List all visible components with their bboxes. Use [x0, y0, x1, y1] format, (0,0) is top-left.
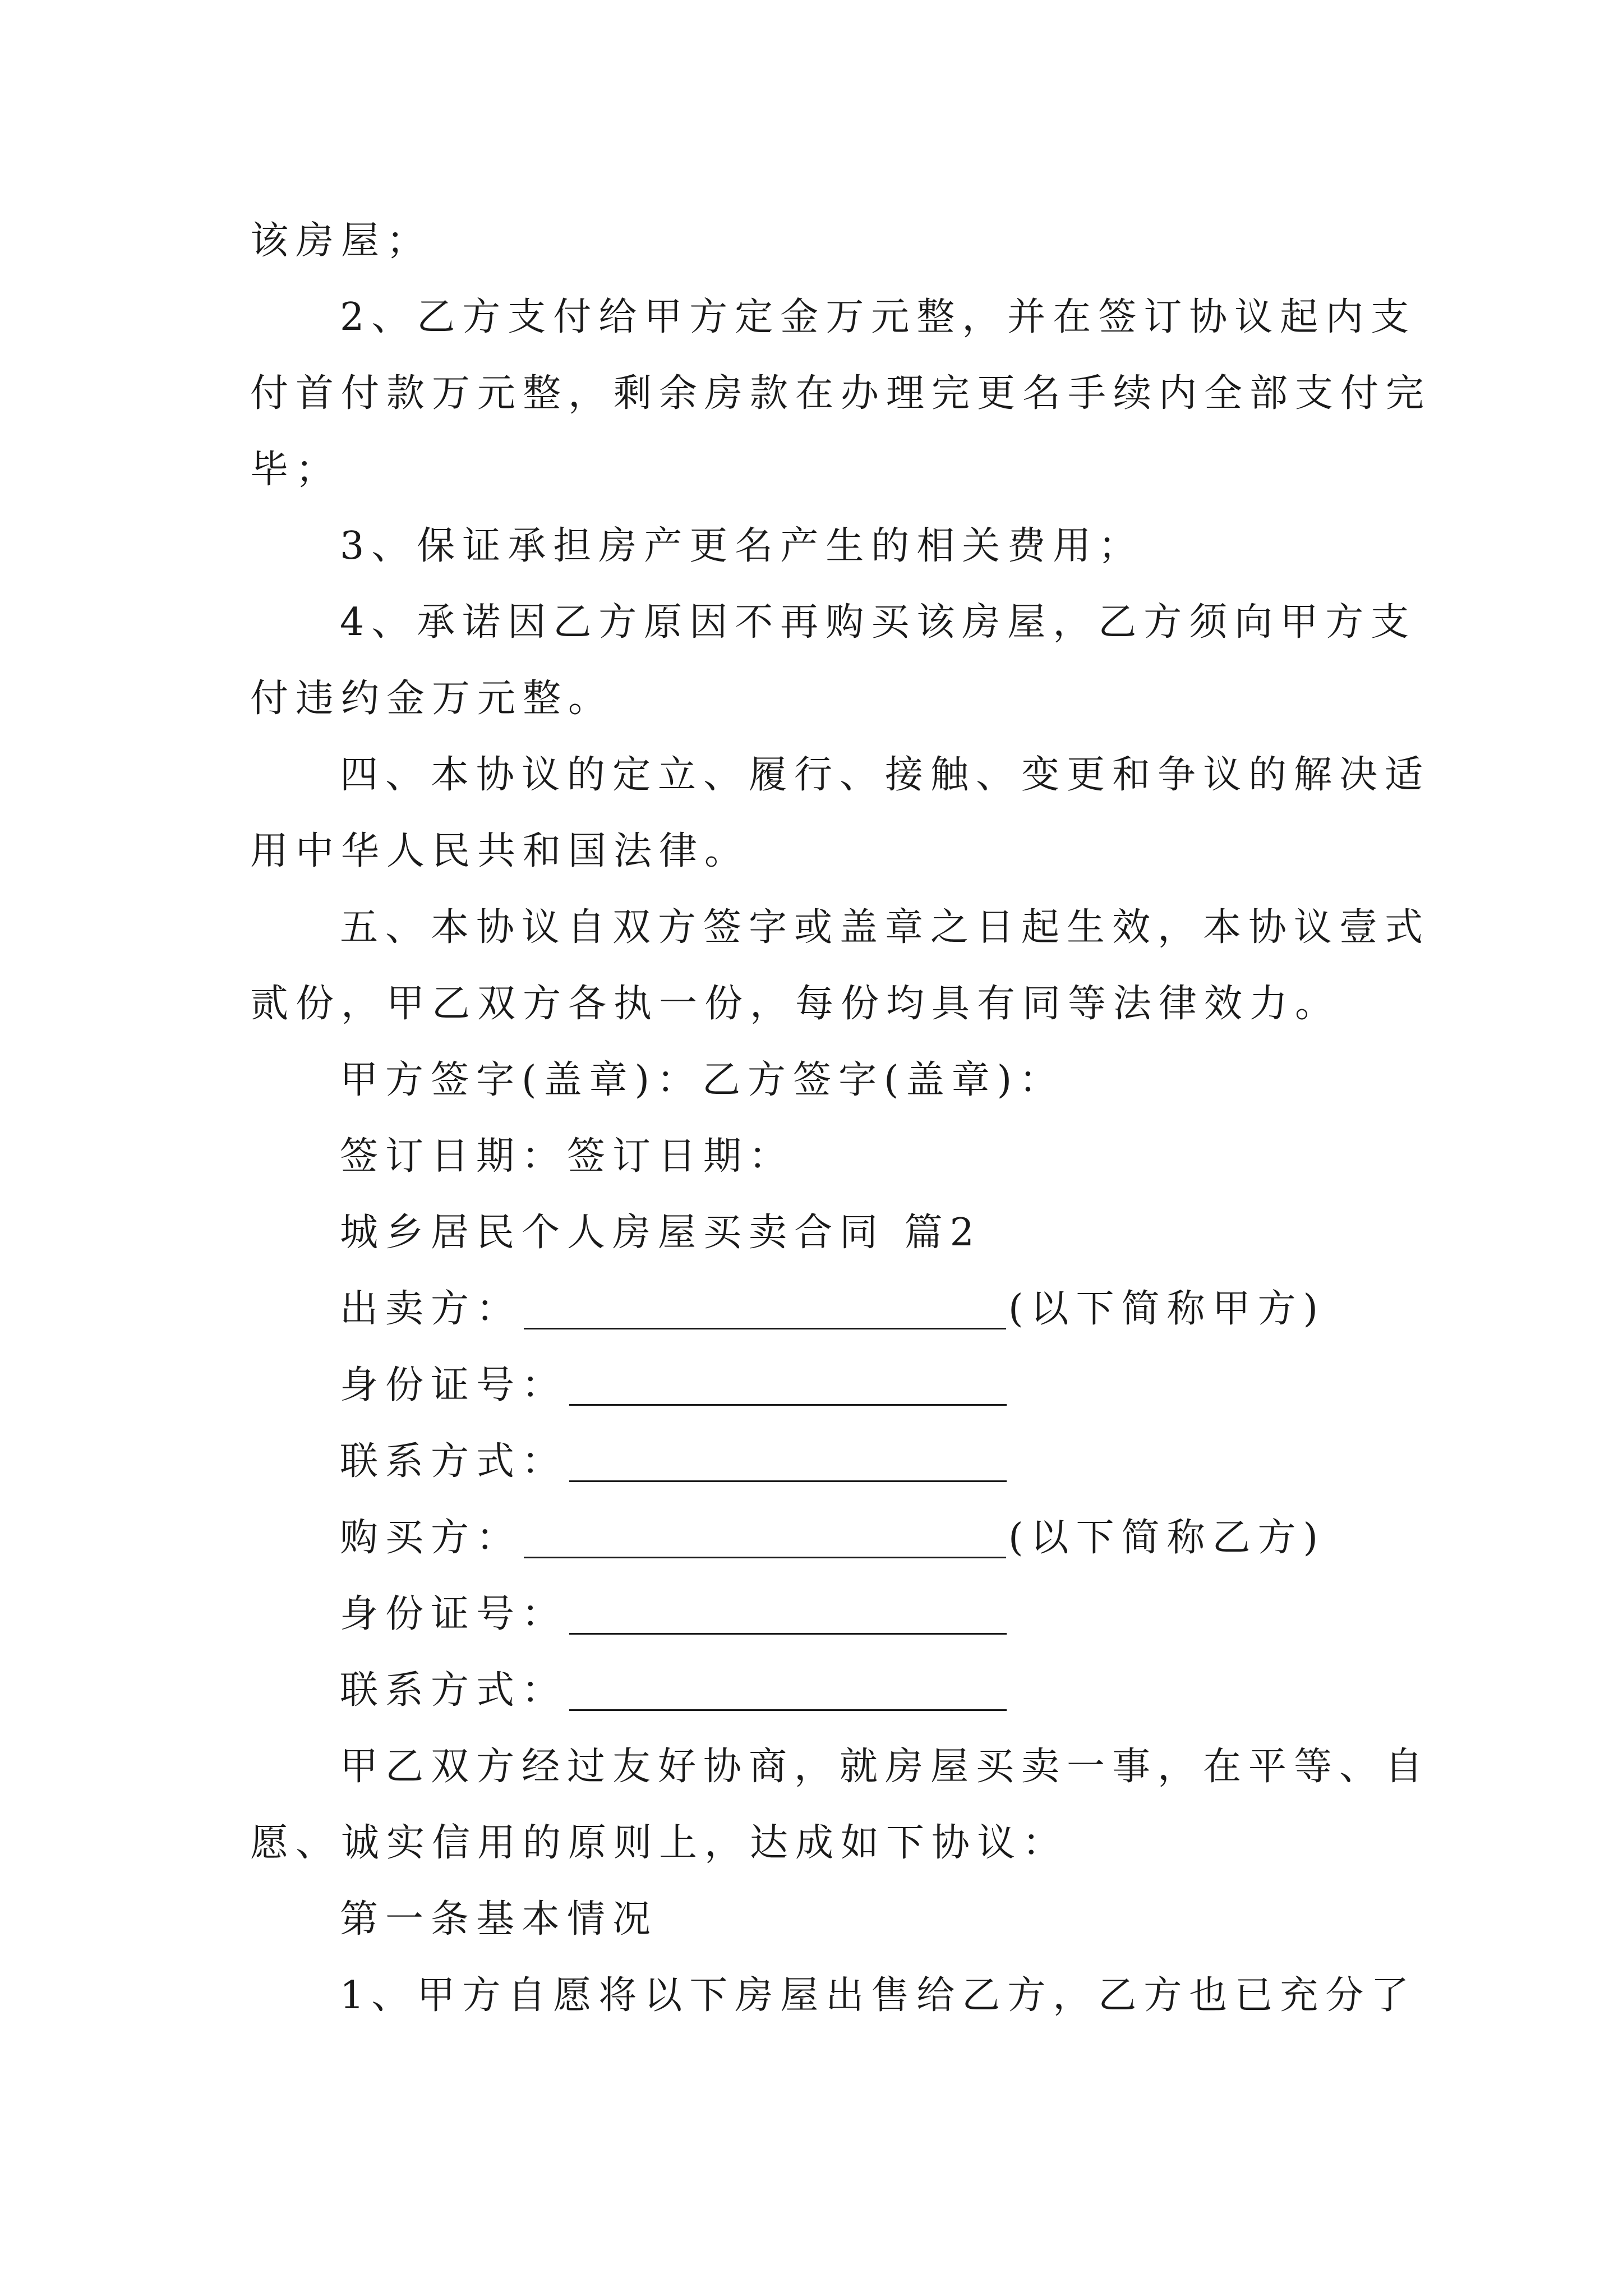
body-line: 该房屋； [250, 219, 432, 263]
body-line: 四、本协议的定立、履行、接触、变更和争议的解决适 [340, 753, 1431, 797]
seller-name-blank[interactable] [524, 1294, 1006, 1329]
body-line: 用中华人民共和国法律。 [250, 829, 750, 873]
body-line: 五、本协议自双方签字或盖章之日起生效，本协议壹式 [340, 905, 1431, 950]
seller-suffix: (以下简称甲方) [1008, 1287, 1326, 1331]
body-line: 付首付款万元整，剩余房款在办理完更名手续内全部支付完 [250, 371, 1432, 416]
body-line: 3、保证承担房产更名产生的相关费用； [340, 524, 1144, 568]
body-line: 付违约金万元整。 [250, 677, 614, 721]
signature-line: 甲方签字(盖章)：乙方签字(盖章)： [340, 1058, 1065, 1102]
seller-id-row [340, 1358, 1389, 1414]
buyer-contact-blank[interactable] [569, 1676, 1007, 1711]
body-line: 甲乙双方经过友好协商，就房屋买卖一事，在平等、自 [340, 1745, 1431, 1789]
buyer-row [340, 1510, 1389, 1566]
seller-row [340, 1281, 1389, 1337]
contract-heading: 城乡居民个人房屋买卖合同 篇2 [340, 1211, 981, 1255]
seller-contact-blank[interactable] [569, 1447, 1007, 1482]
buyer-name-blank[interactable] [524, 1523, 1006, 1558]
buyer-label: 购买方： [340, 1516, 522, 1560]
buyer-id-blank[interactable] [569, 1599, 1007, 1635]
seller-contact-row [340, 1434, 1389, 1490]
seller-id-label: 身份证号： [340, 1363, 568, 1407]
buyer-contact-label: 联系方式： [340, 1668, 568, 1713]
seller-label: 出卖方： [340, 1287, 522, 1331]
buyer-id-label: 身份证号： [340, 1592, 568, 1636]
seller-contact-label: 联系方式： [340, 1439, 568, 1484]
body-line: 2、乙方支付给甲方定金万元整，并在签订协议起内支 [340, 295, 1417, 339]
body-line: 贰份，甲乙双方各执一份，每份均具有同等法律效力。 [250, 982, 1341, 1026]
buyer-contact-row [340, 1663, 1389, 1719]
seller-id-blank[interactable] [569, 1370, 1007, 1406]
body-line: 愿、诚实信用的原则上，达成如下协议： [250, 1821, 1068, 1865]
article-heading: 第一条基本情况 [340, 1897, 658, 1941]
body-line: 1、甲方自愿将以下房屋出售给乙方，乙方也已充分了 [340, 1973, 1417, 2018]
buyer-id-row [340, 1586, 1389, 1642]
body-line: 毕； [250, 448, 342, 492]
buyer-suffix: (以下简称乙方) [1008, 1516, 1326, 1560]
body-line: 4、承诺因乙方原因不再购买该房屋，乙方须向甲方支 [340, 600, 1417, 645]
date-line: 签订日期：签订日期： [340, 1134, 795, 1179]
